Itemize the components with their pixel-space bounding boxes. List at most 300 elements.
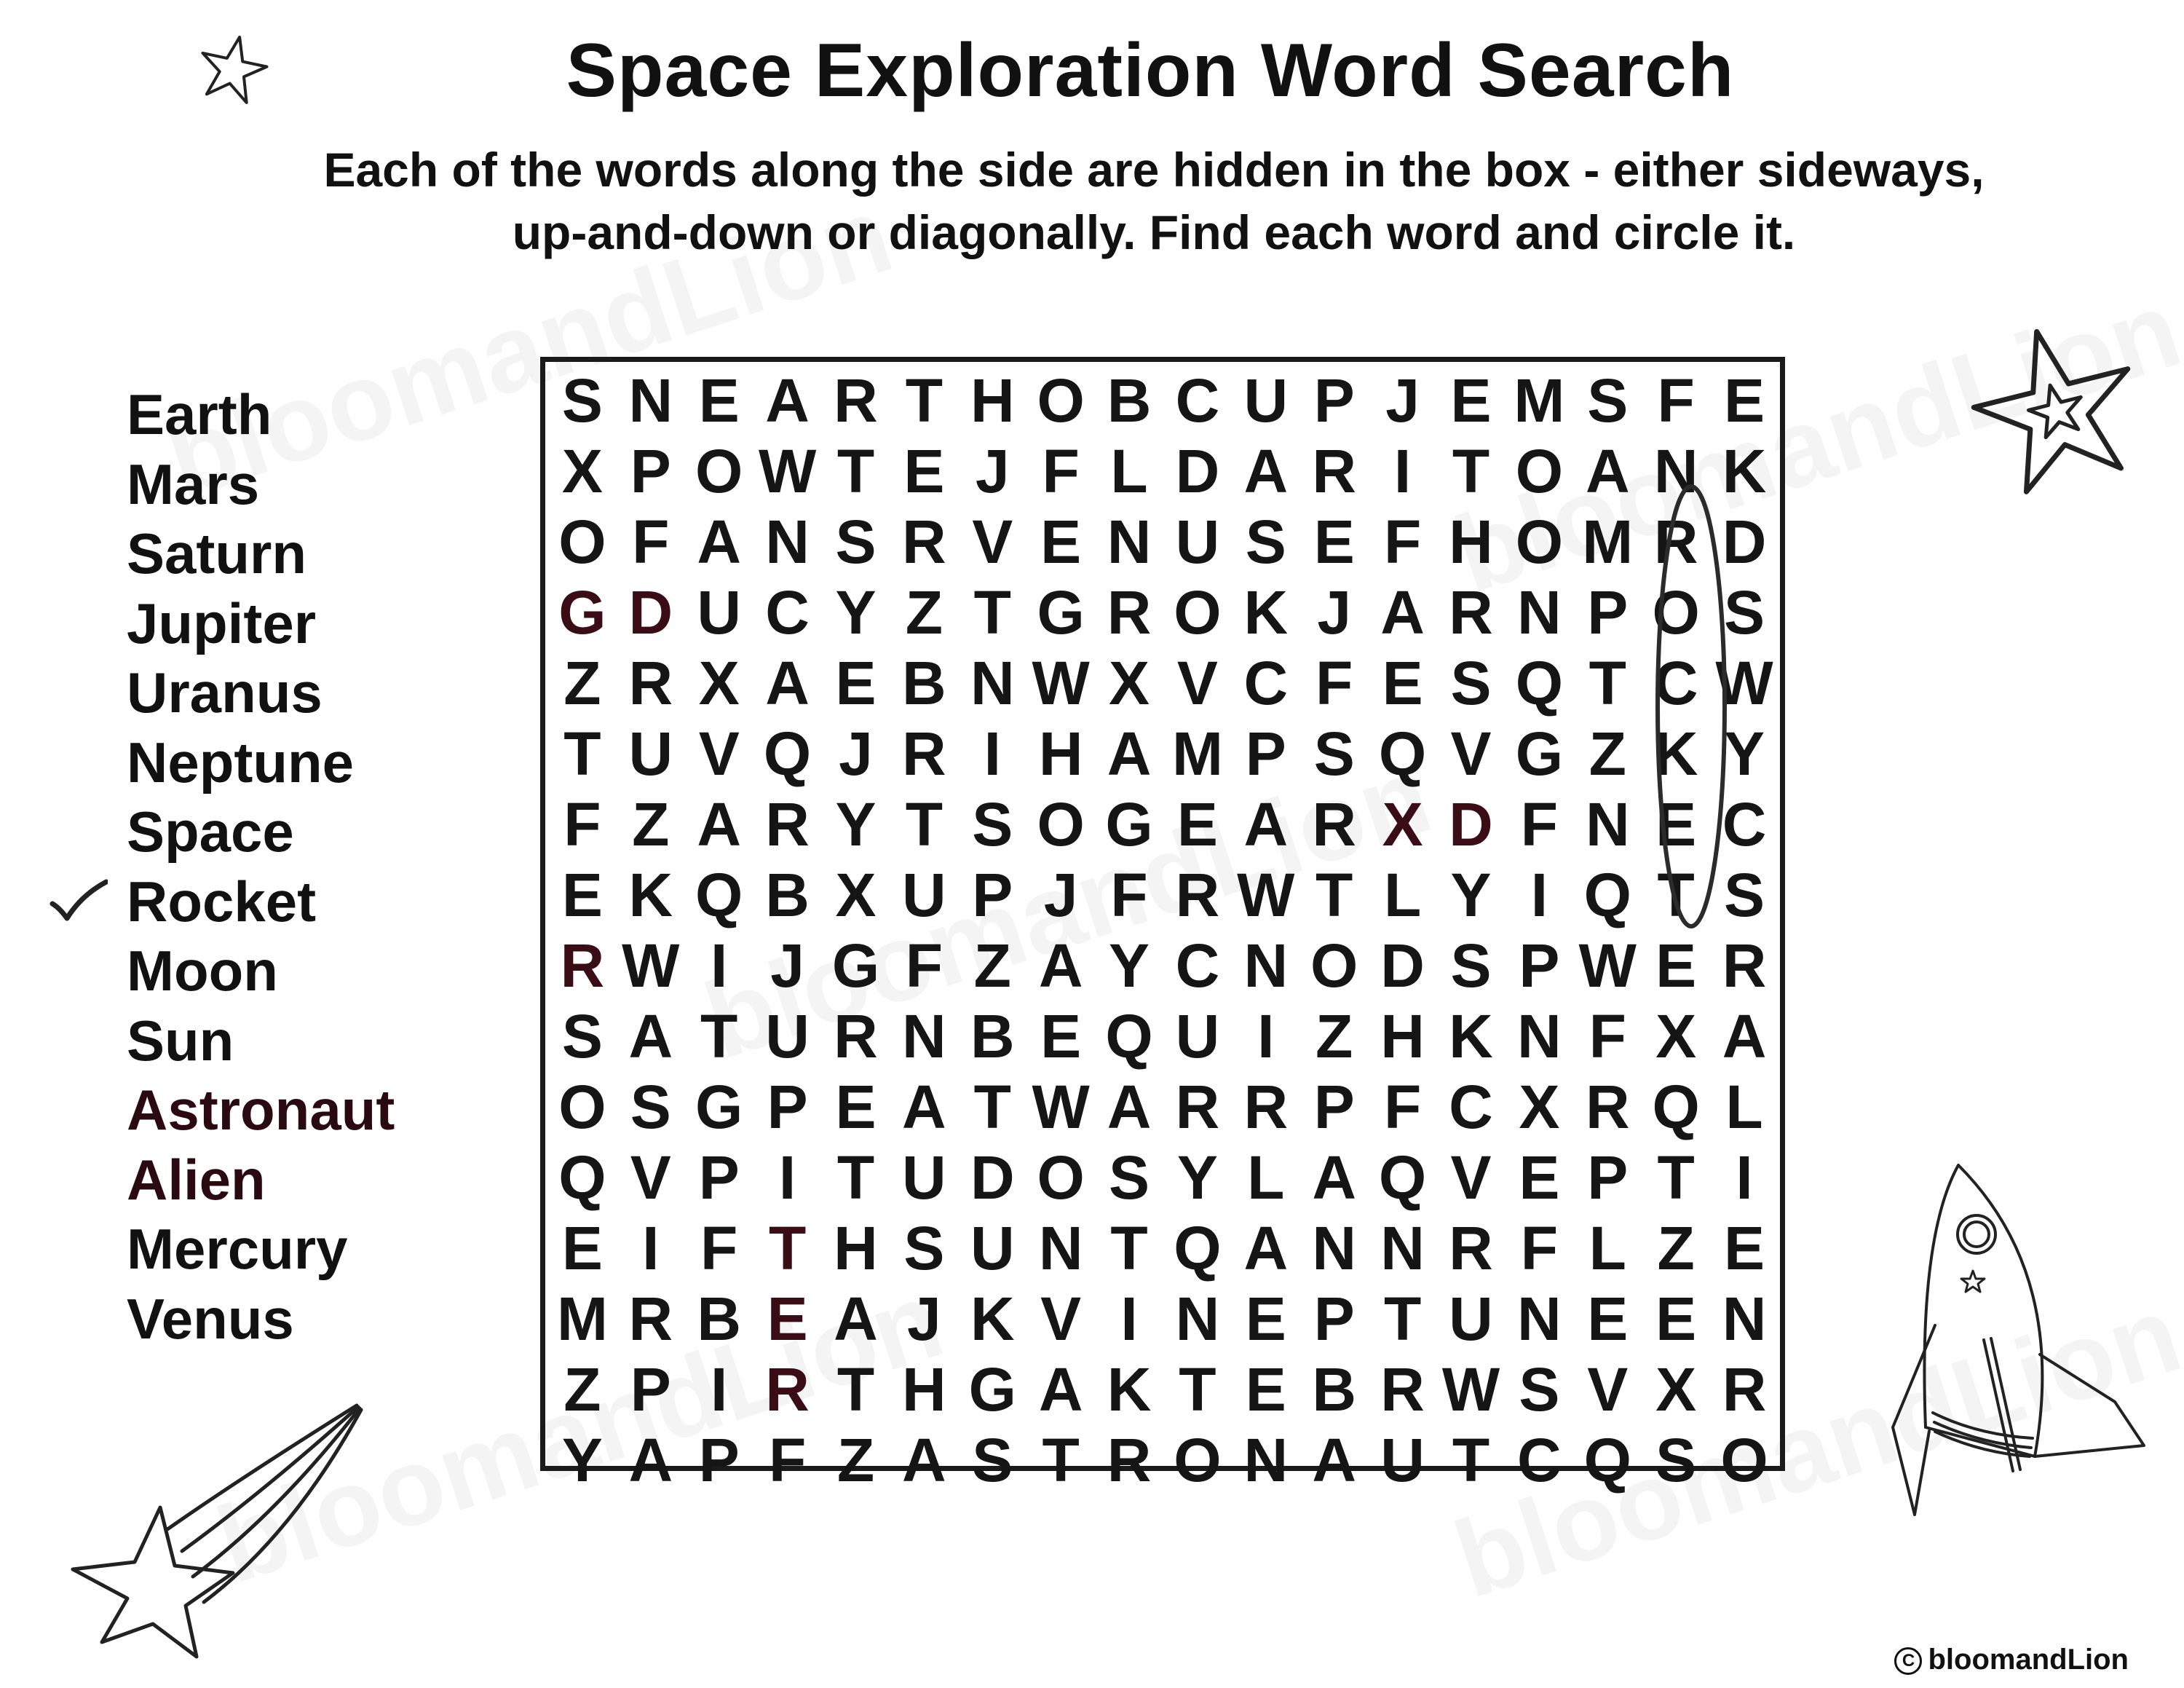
grid-letter[interactable]: H — [834, 1214, 878, 1282]
grid-letter[interactable]: O — [1310, 931, 1358, 1000]
word-item[interactable] — [127, 936, 395, 1006]
grid-letter[interactable]: E — [835, 1073, 877, 1141]
grid-letter[interactable]: X — [1519, 1073, 1560, 1141]
grid-letter[interactable]: U — [697, 578, 742, 647]
grid-letter[interactable]: E — [1724, 366, 1765, 435]
grid-letter[interactable]: C — [1175, 366, 1220, 435]
grid-letter[interactable]: W — [1237, 861, 1295, 929]
grid-letter[interactable]: N — [970, 649, 1015, 717]
grid-letter[interactable]: U — [1175, 1002, 1220, 1070]
grid-letter[interactable]: Q — [1583, 1426, 1631, 1494]
grid-letter[interactable]: E — [1724, 1214, 1765, 1282]
grid-letter[interactable]: G — [695, 1073, 743, 1141]
grid-letter[interactable]: E — [1245, 1285, 1286, 1353]
grid-letter[interactable]: W — [758, 437, 817, 505]
grid-letter[interactable]: K — [1107, 1355, 1152, 1424]
grid-letter[interactable]: T — [1383, 1285, 1422, 1353]
grid-letter[interactable]: G — [558, 578, 606, 647]
grid-letter[interactable]: N — [1380, 1214, 1425, 1282]
grid-letter[interactable]: E — [1176, 790, 1218, 859]
grid-letter[interactable]: P — [630, 1355, 671, 1424]
grid-letter[interactable]: Y — [561, 1426, 603, 1494]
grid-letter[interactable]: K — [1449, 1002, 1493, 1070]
grid-letter[interactable]: S — [630, 1073, 671, 1141]
grid-letter[interactable]: A — [834, 1285, 878, 1353]
grid-letter[interactable]: F — [1520, 1214, 1559, 1282]
grid-letter[interactable]: B — [902, 649, 946, 717]
grid-letter[interactable]: E — [1655, 931, 1697, 1000]
grid-letter[interactable]: E — [1450, 366, 1492, 435]
grid-letter[interactable]: R — [1380, 1355, 1425, 1424]
grid-letter[interactable]: L — [1247, 1143, 1285, 1212]
grid-letter[interactable]: A — [1585, 437, 1630, 505]
grid-letter[interactable]: F — [1042, 437, 1080, 505]
grid-letter[interactable]: E — [561, 1214, 603, 1282]
grid-letter[interactable]: T — [1315, 861, 1353, 929]
word-item[interactable] — [127, 1076, 395, 1145]
grid-letter[interactable]: N — [1107, 508, 1152, 576]
word-item[interactable] — [127, 728, 395, 798]
grid-letter[interactable]: P — [698, 1426, 740, 1494]
grid-letter[interactable]: K — [970, 1285, 1015, 1353]
grid-letter[interactable]: Y — [1724, 719, 1765, 788]
grid-letter[interactable]: T — [563, 719, 601, 788]
grid-letter[interactable]: K — [628, 861, 673, 929]
grid-letter[interactable]: T — [973, 1073, 1011, 1141]
grid-letter[interactable]: S — [1655, 1426, 1697, 1494]
grid-letter[interactable]: A — [1312, 1426, 1357, 1494]
grid-letter[interactable]: H — [902, 1355, 946, 1424]
grid-letter[interactable]: J — [907, 1285, 941, 1353]
grid-letter[interactable]: F — [905, 931, 943, 1000]
grid-letter[interactable]: V — [630, 1143, 671, 1212]
grid-letter[interactable]: N — [1243, 931, 1289, 1000]
grid-letter[interactable]: R — [1449, 1214, 1493, 1282]
grid-letter[interactable]: Z — [632, 790, 670, 859]
grid-letter[interactable]: P — [1245, 719, 1286, 788]
word-item[interactable] — [127, 658, 395, 728]
grid-letter[interactable]: O — [558, 1073, 606, 1141]
grid-letter[interactable]: L — [1110, 437, 1148, 505]
grid-letter[interactable]: S — [1587, 366, 1629, 435]
grid-letter[interactable]: V — [698, 719, 740, 788]
grid-letter[interactable]: E — [1313, 508, 1355, 576]
grid-letter[interactable]: P — [1313, 366, 1355, 435]
grid-letter[interactable]: Y — [1450, 861, 1492, 929]
grid-letter[interactable]: G — [1105, 790, 1153, 859]
grid-letter[interactable]: N — [1175, 1285, 1220, 1353]
grid-letter[interactable]: D — [628, 578, 673, 647]
grid-letter[interactable]: K — [1653, 719, 1698, 788]
grid-letter[interactable]: X — [1109, 649, 1150, 717]
grid-letter[interactable]: F — [1383, 1073, 1422, 1141]
grid-letter[interactable]: W — [1032, 1073, 1090, 1141]
grid-letter[interactable]: M — [1171, 719, 1223, 788]
grid-letter[interactable]: E — [561, 861, 603, 929]
grid-letter[interactable]: U — [628, 719, 673, 788]
grid-letter[interactable]: A — [1312, 1143, 1357, 1212]
grid-letter[interactable]: R — [1585, 1073, 1630, 1141]
grid-letter[interactable]: R — [1722, 1355, 1767, 1424]
grid-letter[interactable]: R — [1449, 578, 1493, 647]
grid-letter[interactable]: O — [1037, 1143, 1085, 1212]
grid-letter[interactable]: R — [628, 1285, 673, 1353]
grid-letter[interactable]: T — [1452, 437, 1490, 505]
grid-letter[interactable]: T — [1042, 1426, 1080, 1494]
word-item[interactable] — [127, 1145, 395, 1215]
grid-letter[interactable]: S — [1450, 649, 1492, 717]
grid-letter[interactable]: N — [1517, 578, 1562, 647]
grid-letter[interactable]: X — [1655, 1355, 1697, 1424]
word-item[interactable] — [127, 1215, 395, 1285]
grid-letter[interactable]: H — [1380, 1002, 1425, 1070]
grid-letter[interactable]: S — [1313, 719, 1355, 788]
grid-letter[interactable]: E — [1587, 1285, 1629, 1353]
letter-grid[interactable] — [548, 366, 1779, 1494]
grid-letter[interactable]: R — [560, 931, 605, 1000]
grid-letter[interactable]: N — [628, 366, 673, 435]
grid-letter[interactable]: E — [698, 366, 740, 435]
grid-letter[interactable]: I — [1530, 861, 1548, 929]
grid-letter[interactable]: I — [1736, 1143, 1753, 1212]
grid-letter[interactable]: N — [1312, 1214, 1357, 1282]
word-item[interactable] — [127, 1285, 395, 1354]
grid-letter[interactable]: T — [905, 366, 943, 435]
grid-letter[interactable]: S — [972, 1426, 1013, 1494]
grid-letter[interactable]: T — [1588, 649, 1626, 717]
grid-letter[interactable]: Y — [1176, 1143, 1218, 1212]
grid-letter[interactable]: N — [1517, 1285, 1562, 1353]
grid-letter[interactable]: U — [970, 1214, 1015, 1282]
grid-letter[interactable]: D — [970, 1143, 1015, 1212]
grid-letter[interactable]: T — [700, 1002, 738, 1070]
grid-letter[interactable]: O — [1037, 366, 1085, 435]
grid-letter[interactable]: Q — [1583, 861, 1631, 929]
grid-letter[interactable]: P — [1587, 578, 1629, 647]
grid-letter[interactable]: P — [1587, 1143, 1629, 1212]
grid-letter[interactable]: U — [902, 861, 946, 929]
grid-letter[interactable]: A — [628, 1426, 673, 1494]
grid-letter[interactable]: N — [765, 508, 810, 576]
grid-letter[interactable]: R — [765, 1355, 810, 1424]
grid-letter[interactable]: A — [1243, 1214, 1289, 1282]
grid-letter[interactable]: A — [1243, 437, 1289, 505]
grid-letter[interactable]: F — [700, 1214, 738, 1282]
grid-letter[interactable]: A — [1243, 790, 1289, 859]
grid-letter[interactable]: K — [1722, 437, 1767, 505]
grid-letter[interactable]: D — [1175, 437, 1220, 505]
grid-letter[interactable]: S — [903, 1214, 945, 1282]
grid-letter[interactable]: Q — [1652, 1073, 1700, 1141]
grid-letter[interactable]: E — [1040, 1002, 1082, 1070]
grid-letter[interactable]: G — [968, 1355, 1016, 1424]
grid-letter[interactable]: T — [1110, 1214, 1148, 1282]
grid-letter[interactable]: I — [1393, 437, 1412, 505]
grid-letter[interactable]: T — [1657, 1143, 1695, 1212]
grid-letter[interactable]: O — [1037, 790, 1085, 859]
word-item[interactable] — [127, 867, 395, 937]
grid-letter[interactable]: J — [770, 931, 804, 1000]
grid-letter[interactable]: U — [1449, 1285, 1493, 1353]
grid-letter[interactable]: C — [765, 578, 810, 647]
grid-letter[interactable]: A — [1038, 1355, 1083, 1424]
grid-letter[interactable]: R — [902, 508, 946, 576]
grid-letter[interactable]: J — [975, 437, 1010, 505]
grid-letter[interactable]: P — [630, 437, 671, 505]
grid-letter[interactable]: F — [768, 1426, 807, 1494]
grid-letter[interactable]: N — [1517, 1002, 1562, 1070]
grid-letter[interactable]: M — [1582, 508, 1634, 576]
grid-letter[interactable]: L — [1725, 1073, 1763, 1141]
grid-letter[interactable]: B — [970, 1002, 1015, 1070]
grid-letter[interactable]: Z — [563, 1355, 601, 1424]
grid-letter[interactable]: M — [556, 1285, 608, 1353]
grid-letter[interactable]: F — [1383, 508, 1422, 576]
grid-letter[interactable]: R — [834, 366, 878, 435]
grid-letter[interactable]: J — [839, 719, 873, 788]
word-item[interactable] — [127, 519, 395, 589]
grid-letter[interactable]: O — [1515, 437, 1564, 505]
grid-letter[interactable]: Z — [1315, 1002, 1353, 1070]
grid-letter[interactable]: X — [698, 649, 740, 717]
grid-letter[interactable]: S — [1109, 1143, 1150, 1212]
grid-letter[interactable]: X — [1655, 1002, 1697, 1070]
grid-letter[interactable]: S — [1724, 578, 1765, 647]
grid-letter[interactable]: Q — [1378, 719, 1427, 788]
grid-letter[interactable]: V — [1587, 1355, 1629, 1424]
grid-letter[interactable]: R — [1243, 1073, 1289, 1141]
grid-letter[interactable]: T — [1452, 1426, 1490, 1494]
grid-letter[interactable]: W — [1441, 1355, 1500, 1424]
grid-letter[interactable]: G — [831, 931, 880, 1000]
grid-letter[interactable]: E — [1655, 790, 1697, 859]
grid-letter[interactable]: H — [1449, 508, 1493, 576]
grid-letter[interactable]: V — [1450, 1143, 1492, 1212]
grid-letter[interactable]: O — [695, 437, 743, 505]
grid-letter[interactable]: R — [1107, 1426, 1152, 1494]
grid-letter[interactable]: Q — [763, 719, 812, 788]
grid-letter[interactable]: X — [835, 861, 877, 929]
grid-letter[interactable]: U — [1243, 366, 1289, 435]
grid-letter[interactable]: P — [698, 1143, 740, 1212]
grid-letter[interactable]: Z — [563, 649, 601, 717]
grid-letter[interactable]: I — [984, 719, 1001, 788]
word-item[interactable] — [127, 1006, 395, 1076]
grid-letter[interactable]: P — [1313, 1285, 1355, 1353]
grid-letter[interactable]: O — [1652, 578, 1700, 647]
grid-letter[interactable]: Q — [558, 1143, 606, 1212]
grid-letter[interactable]: R — [628, 649, 673, 717]
grid-letter[interactable]: U — [902, 1143, 946, 1212]
grid-letter[interactable]: I — [711, 931, 728, 1000]
grid-letter[interactable]: O — [1174, 1426, 1222, 1494]
grid-letter[interactable]: I — [642, 1214, 660, 1282]
grid-letter[interactable]: R — [902, 719, 946, 788]
grid-letter[interactable]: I — [711, 1355, 728, 1424]
grid-letter[interactable]: R — [1175, 861, 1220, 929]
grid-letter[interactable]: U — [1175, 508, 1220, 576]
grid-letter[interactable]: T — [836, 437, 875, 505]
grid-letter[interactable]: H — [1038, 719, 1083, 788]
grid-letter[interactable]: R — [1653, 508, 1698, 576]
grid-letter[interactable]: V — [1176, 649, 1218, 717]
grid-letter[interactable]: X — [561, 437, 603, 505]
grid-letter[interactable]: R — [1175, 1073, 1220, 1141]
grid-letter[interactable]: F — [1110, 861, 1148, 929]
grid-letter[interactable]: T — [1179, 1355, 1216, 1424]
grid-letter[interactable]: J — [1385, 366, 1420, 435]
grid-letter[interactable]: D — [1380, 931, 1425, 1000]
grid-letter[interactable]: S — [561, 366, 603, 435]
grid-letter[interactable]: C — [1722, 790, 1767, 859]
grid-letter[interactable]: R — [1312, 790, 1357, 859]
grid-letter[interactable]: W — [1715, 649, 1773, 717]
grid-letter[interactable]: E — [1382, 649, 1423, 717]
grid-letter[interactable]: Q — [1378, 1143, 1427, 1212]
grid-letter[interactable]: E — [903, 437, 945, 505]
grid-letter[interactable]: B — [697, 1285, 742, 1353]
grid-letter[interactable]: L — [1588, 1214, 1626, 1282]
grid-letter[interactable]: A — [765, 366, 810, 435]
grid-letter[interactable]: C — [1653, 649, 1698, 717]
grid-letter[interactable]: P — [972, 861, 1013, 929]
grid-letter[interactable]: A — [1107, 719, 1152, 788]
grid-letter[interactable]: S — [972, 790, 1013, 859]
grid-letter[interactable]: I — [1120, 1285, 1138, 1353]
grid-letter[interactable]: A — [765, 649, 810, 717]
grid-letter[interactable]: V — [1040, 1285, 1082, 1353]
grid-letter[interactable]: A — [1107, 1073, 1152, 1141]
grid-letter[interactable]: T — [1657, 861, 1695, 929]
word-item[interactable] — [127, 589, 395, 659]
grid-letter[interactable]: S — [1245, 508, 1286, 576]
grid-letter[interactable]: U — [1380, 1426, 1425, 1494]
grid-letter[interactable]: U — [765, 1002, 810, 1070]
word-item[interactable] — [127, 450, 395, 520]
grid-letter[interactable]: Q — [1515, 649, 1564, 717]
grid-letter[interactable]: A — [628, 1002, 673, 1070]
grid-letter[interactable]: V — [972, 508, 1013, 576]
grid-letter[interactable]: C — [1449, 1073, 1493, 1141]
grid-letter[interactable]: A — [1722, 1002, 1767, 1070]
grid-letter[interactable]: B — [1107, 366, 1152, 435]
grid-letter[interactable]: F — [563, 790, 601, 859]
grid-letter[interactable]: S — [1519, 1355, 1560, 1424]
grid-letter[interactable]: E — [1040, 508, 1082, 576]
grid-letter[interactable]: D — [1449, 790, 1493, 859]
grid-letter[interactable]: E — [1519, 1143, 1560, 1212]
grid-letter[interactable]: I — [778, 1143, 796, 1212]
grid-letter[interactable]: F — [1657, 366, 1695, 435]
grid-letter[interactable]: Z — [905, 578, 943, 647]
grid-letter[interactable]: R — [834, 1002, 878, 1070]
grid-letter[interactable]: W — [622, 931, 680, 1000]
grid-letter[interactable]: S — [561, 1002, 603, 1070]
grid-letter[interactable]: O — [558, 508, 606, 576]
grid-letter[interactable]: O — [1515, 508, 1564, 576]
grid-letter[interactable]: A — [1038, 931, 1083, 1000]
grid-letter[interactable]: A — [697, 790, 742, 859]
grid-letter[interactable]: C — [1243, 649, 1289, 717]
grid-letter[interactable]: T — [836, 1355, 875, 1424]
grid-letter[interactable]: E — [767, 1285, 808, 1353]
grid-letter[interactable]: D — [1722, 508, 1767, 576]
grid-letter[interactable]: P — [1519, 931, 1560, 1000]
grid-letter[interactable]: E — [1245, 1355, 1286, 1424]
grid-letter[interactable]: N — [902, 1002, 946, 1070]
grid-letter[interactable]: R — [1312, 437, 1357, 505]
grid-letter[interactable]: L — [1383, 861, 1422, 929]
grid-letter[interactable]: Q — [1174, 1214, 1222, 1282]
grid-letter[interactable]: N — [1585, 790, 1630, 859]
grid-letter[interactable]: T — [973, 578, 1011, 647]
grid-letter[interactable]: W — [1578, 931, 1637, 1000]
grid-letter[interactable]: Z — [836, 1426, 875, 1494]
grid-letter[interactable]: A — [902, 1073, 946, 1141]
grid-letter[interactable]: C — [1517, 1426, 1562, 1494]
grid-letter[interactable]: O — [1720, 1426, 1768, 1494]
word-item[interactable] — [127, 797, 395, 867]
grid-letter[interactable]: N — [1243, 1426, 1289, 1494]
grid-letter[interactable]: Y — [835, 790, 877, 859]
grid-letter[interactable]: M — [1514, 366, 1565, 435]
grid-letter[interactable]: I — [1257, 1002, 1275, 1070]
grid-letter[interactable]: Q — [1105, 1002, 1153, 1070]
grid-letter[interactable]: N — [1722, 1285, 1767, 1353]
grid-letter[interactable]: E — [835, 649, 877, 717]
grid-letter[interactable]: P — [1313, 1073, 1355, 1141]
grid-letter[interactable]: G — [1515, 719, 1564, 788]
grid-letter[interactable]: Y — [1109, 931, 1150, 1000]
grid-letter[interactable]: F — [1315, 649, 1353, 717]
grid-letter[interactable]: Z — [973, 931, 1011, 1000]
grid-letter[interactable]: X — [1382, 790, 1423, 859]
grid-letter[interactable]: H — [970, 366, 1015, 435]
grid-letter[interactable]: J — [1317, 578, 1352, 647]
grid-letter[interactable]: B — [1312, 1355, 1357, 1424]
grid-letter[interactable]: C — [1175, 931, 1220, 1000]
grid-letter[interactable]: F — [1520, 790, 1559, 859]
grid-letter[interactable]: T — [768, 1214, 807, 1282]
grid-letter[interactable]: N — [1038, 1214, 1083, 1282]
grid-letter[interactable]: S — [835, 508, 877, 576]
grid-letter[interactable]: V — [1450, 719, 1492, 788]
grid-letter[interactable]: S — [1724, 861, 1765, 929]
grid-letter[interactable]: T — [836, 1143, 875, 1212]
grid-letter[interactable]: T — [905, 790, 943, 859]
grid-letter[interactable]: R — [1722, 931, 1767, 1000]
grid-letter[interactable]: N — [1653, 437, 1698, 505]
grid-letter[interactable]: Z — [1657, 1214, 1695, 1282]
grid-letter[interactable]: A — [1380, 578, 1425, 647]
grid-letter[interactable]: R — [765, 790, 810, 859]
grid-letter[interactable]: A — [697, 508, 742, 576]
grid-letter[interactable]: K — [1243, 578, 1289, 647]
grid-letter[interactable]: S — [1450, 931, 1492, 1000]
grid-letter[interactable]: B — [765, 861, 810, 929]
grid-letter[interactable]: E — [1655, 1285, 1697, 1353]
grid-letter[interactable]: F — [1588, 1002, 1626, 1070]
grid-letter[interactable]: R — [1107, 578, 1152, 647]
grid-letter[interactable]: Z — [1588, 719, 1626, 788]
grid-letter[interactable]: O — [1174, 578, 1222, 647]
grid-letter[interactable]: G — [1037, 578, 1085, 647]
grid-letter[interactable]: F — [632, 508, 670, 576]
grid-letter[interactable]: Y — [835, 578, 877, 647]
grid-letter[interactable]: P — [767, 1073, 808, 1141]
grid-letter[interactable]: A — [902, 1426, 946, 1494]
grid-letter[interactable]: J — [1043, 861, 1078, 929]
